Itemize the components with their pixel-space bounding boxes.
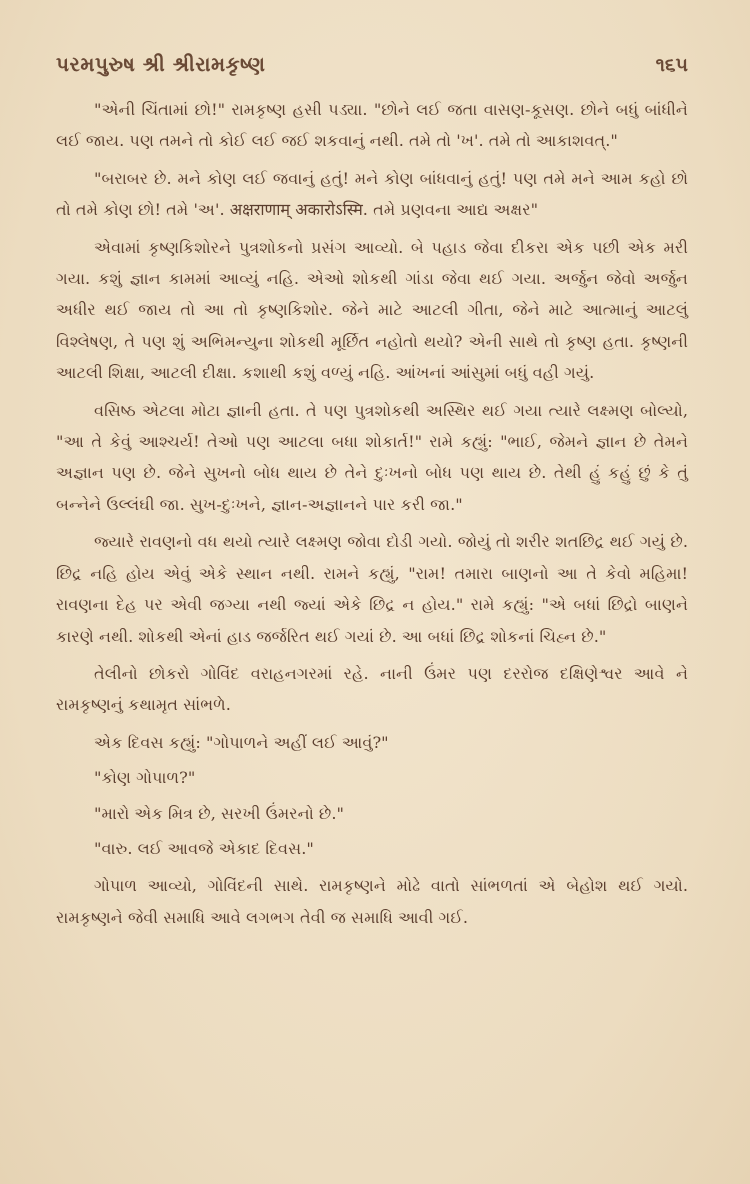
dialogue-line: "કોણ ગોપાળ?" xyxy=(94,768,196,788)
dialogue-line: એક દિવસ કહ્યું: "ગોપાળને અહીં લઈ આવું?" xyxy=(94,732,389,752)
page-number: ૧૬૫ xyxy=(655,54,688,76)
dialogue-line: "મારો એક મિત્ર છે, સરખી ઉંમરનો છે." xyxy=(94,803,344,823)
paragraph-ravana: જ્યારે રાવણનો વધ થયો ત્યારે લક્ષ્મણ જોવા દોડી ગયો. જોયું તો શરીર શતછિદ્ર થઈ ગયું છે. છિદ્ર નહિ હોય એવું એકે સ્થાન નથી. રામને કહ્યું, "રામ! તમારા બાણનો આ તે કેવો મહિમા! રાવણના દેહ પર એવી જગ્યા નથી જ્યાં એકે છિદ્ર ન હોય." રામે કહ્યું: "એ બધાં છિદ્રો બાણને કારણે નથી. શોકથી એનાં હાડ જર્જરિત થઈ ગયાં છે. આ બધાં છિદ્ર શોકનાં ચિહ્ન છે." xyxy=(56,532,688,646)
dialogue-line: "વારુ. લઈ આવજે એકાદ દિવસ." xyxy=(94,838,314,858)
page-body xyxy=(56,94,688,933)
paragraph-vasishtha: વસિષ્ઠ એટલા મોટા જ્ઞાની હતા. તે પણ પુત્રશોકથી અસ્થિર થઈ ગયા ત્યારે લક્ષ્મણ બોલ્યો, "આ તે કેવું આશ્ચર્ય! તેઓ પણ આટલા બધા શોકાર્ત!" રામે કહ્યું: "ભાઈ, જેમને જ્ઞાન છે તેમને અજ્ઞાન પણ છે. જેને સુખનો બોધ થાય છે તેને દુઃખનો બોધ પણ થાય છે. તેથી હું કહું છું કે તું બન્નેને ઉલ્લંઘી જા. સુખ-દુઃખને, જ્ઞાન-અજ્ઞાનને પાર કરી જા." xyxy=(56,400,688,514)
page-header xyxy=(56,52,688,76)
paragraph-govind: તેલીનો છોકરો ગોવિંદ વરાહનગરમાં રહે. નાની ઉંમર પણ દરરોજ દક્ષિણેશ્વર આવે ને રામકૃષ્ણનું કથામૃત સાંભળે. xyxy=(56,663,688,715)
paragraph-who-are-you: "બરાબર છે. મને કોણ લઈ જવાનું હતું! મને કોણ બાંધવાનું હતું! પણ તમે મને આમ કહો છો તો તમે કોણ છો! તમે 'અ'. अक्षराणाम् अकारोऽस्मि. તમે પ્રણવના આદ્ય અક્ષર" xyxy=(56,168,688,220)
paragraph-gopal-samadhi: ગોપાળ આવ્યો, ગોવિંદની સાથે. રામકૃષ્ણને મોઢે વાતો સાંભળતાં એ બેહોશ થઈ ગયો. રામકૃષ્ણને જેવી સમાધિ આવે લગભગ તેવી જ સમાધિ આવી ગઈ. xyxy=(56,876,688,927)
paragraph-krishnakishore-grief: એવામાં કૃષ્ણકિશોરને પુત્રશોકનો પ્રસંગ આવ્યો. બે પહાડ જેવા દીકરા એક પછી એક મરી ગયા. કશું જ્ઞાન કામમાં આવ્યું નહિ. એઓ શોકથી ગાંડા જેવા થઈ ગયા. અર્જુન જેવો અર્જુન અધીર થઈ જાય તો આ તો કૃષ્ણકિશોર. જેને માટે આટલી ગીતા, જેને માટે આત્માનું આટલું વિશ્લેષણ, તે પણ શું અભિમન્યુના શોકથી મૂર્છિત નહોતો થયો? એની સાથે તો કૃષ્ણ હતા. કૃષ્ણની આટલી શિક્ષા, આટલી દીક્ષા. કશાથી કશું વળ્યું નહિ. આંખનાં આંસુમાં બધું વહી ગયું. xyxy=(56,237,688,383)
running-title: પરમપુરુષ શ્રી શ્રીરામકૃષ્ણ xyxy=(56,52,266,76)
paragraph-ornaments-dialogue: "એની ચિંતામાં છો!" રામકૃષ્ણ હસી પડ્યા. "છોને લઈ જતા વાસણ-કૂસણ. છોને બધું બાંધીને લઈ જાય. પણ તમને તો કોઈ લઈ જઈ શકવાનું નથી. તમે તો 'ખ'. તમે તો આકાશવત્." xyxy=(56,100,688,151)
